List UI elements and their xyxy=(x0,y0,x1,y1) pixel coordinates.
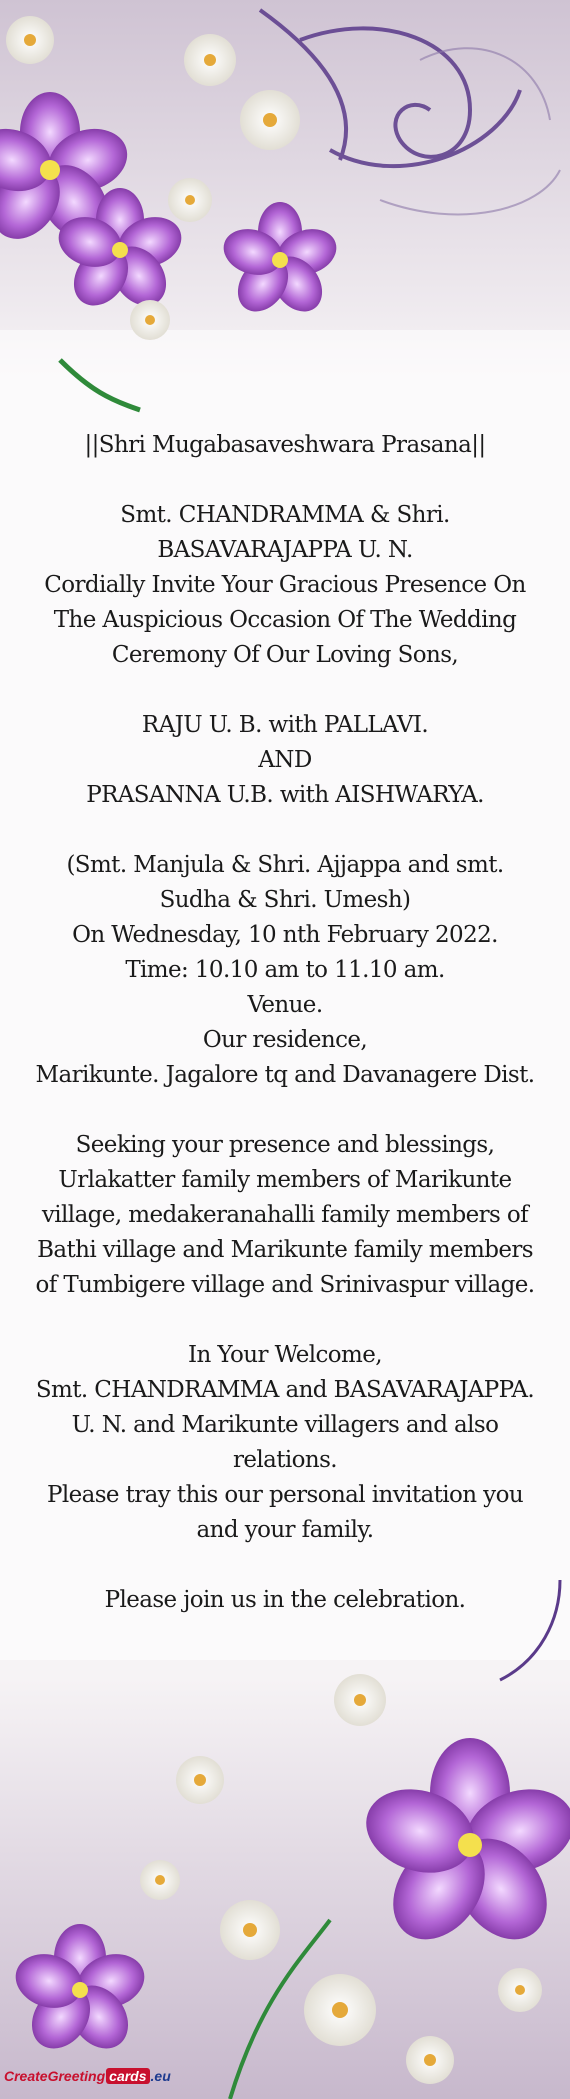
couple-2: PRASANNA U.B. with AISHWARYA. xyxy=(86,782,484,808)
logo-part-2: cards xyxy=(106,2068,149,2084)
parents: (Smt. Manjula & Shri. Ajjappa and smt. Sudha & Shri. Umesh) xyxy=(66,852,504,913)
invitation-text xyxy=(0,428,570,1618)
welcome-names: Smt. CHANDRAMMA and BASAVARAJAPPA. U. N. and Marikunte villagers and also relations. xyxy=(35,1377,535,1473)
seeking-text: Seeking your presence and blessings, xyxy=(75,1132,495,1158)
venue-label: Venue. xyxy=(247,992,323,1018)
date: On Wednesday, 10 nth February 2022. xyxy=(72,922,498,948)
welcome-text: In Your Welcome, xyxy=(188,1342,382,1368)
heading: ||Shri Mugabasaveshwara Prasana|| xyxy=(84,432,486,458)
families-text: Urlakatter family members of Marikunte village, medakeranahalli family members of Bathi village and Marikunte family members of Tumbigere village and Srinivaspur village. xyxy=(35,1167,535,1298)
and-text: AND xyxy=(258,747,312,773)
logo-part-1: CreateGreeting xyxy=(4,2068,106,2084)
address: Marikunte. Jagalore tq and Davanagere Dist. xyxy=(35,1062,535,1088)
invite-text: Cordially Invite Your Gracious Presence On The Auspicious Occasion Of The Wedding Ceremony Of Our Loving Sons, xyxy=(44,572,526,668)
personal-invite: Please tray this our personal invitation you and your family. xyxy=(46,1482,524,1543)
closing-text: Please join us in the celebration. xyxy=(104,1587,466,1613)
venue: Our residence, xyxy=(202,1027,368,1053)
couple-1: RAJU U. B. with PALLAVI. xyxy=(141,712,429,738)
hosts: Smt. CHANDRAMMA & Shri. BASAVARAJAPPA U. N. xyxy=(120,502,450,563)
logo-part-3: .eu xyxy=(150,2068,171,2084)
time: Time: 10.10 am to 11.10 am. xyxy=(125,957,445,983)
site-logo[interactable] xyxy=(4,2058,171,2094)
